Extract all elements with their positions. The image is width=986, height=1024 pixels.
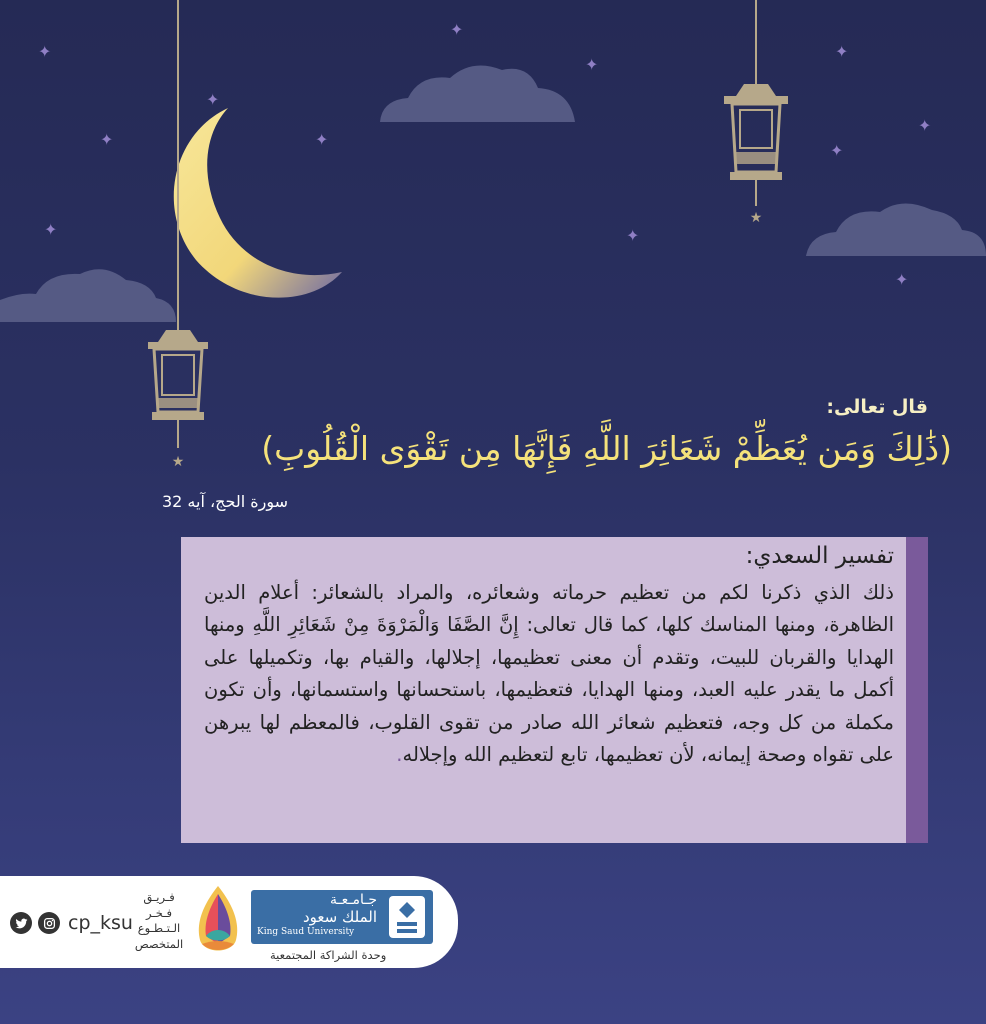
verse-intro-label: قال تعالى: <box>826 396 928 418</box>
lantern-icon <box>140 0 216 470</box>
ksu-name-english: King Saud University <box>257 927 355 937</box>
volunteer-team-name <box>128 890 190 952</box>
ksu-name-line2: الملك سعود <box>302 908 377 926</box>
star-icon: ✦ <box>315 130 329 149</box>
twitter-icon[interactable] <box>10 912 32 934</box>
svg-text:★: ★ <box>749 210 763 226</box>
ksu-emblem-icon <box>387 894 427 940</box>
instagram-icon[interactable] <box>38 912 60 934</box>
star-icon: ✦ <box>585 55 599 74</box>
tafsir-end-mark: . <box>396 743 403 767</box>
star-icon: ✦ <box>895 270 909 289</box>
cloud-icon <box>380 62 575 124</box>
star-icon: ✦ <box>450 20 464 39</box>
community-partnership-unit: وحدة الشراكة المجتمعية <box>270 948 387 962</box>
star-icon: ✦ <box>44 220 58 239</box>
volunteer-team-logo <box>192 884 244 960</box>
team-line: فـريـق <box>143 890 175 904</box>
footer-bar <box>0 876 458 968</box>
team-line: الـتـطـوع <box>137 921 181 935</box>
team-line: المتخصص <box>134 936 184 951</box>
star-icon: ✦ <box>38 42 52 61</box>
star-icon: ✦ <box>835 42 849 61</box>
ksu-logo <box>251 890 433 944</box>
ksu-name-line1: جـامـعـة <box>330 892 377 908</box>
verse-reference: سورة الحج، آيه 32 <box>161 492 288 511</box>
tafsir-text <box>204 577 894 771</box>
lantern-icon <box>718 0 794 226</box>
star-icon: ✦ <box>830 141 844 160</box>
tafsir-panel <box>181 537 928 843</box>
svg-text:★: ★ <box>171 454 185 470</box>
social-links <box>10 912 133 934</box>
team-line: فـخـر <box>145 905 172 920</box>
tafsir-title: تفسير السعدي: <box>745 543 894 569</box>
social-handle[interactable]: cp_ksu <box>68 912 133 934</box>
star-icon: ✦ <box>626 226 640 245</box>
cloud-icon <box>806 200 986 258</box>
tafsir-body-text: ذلك الذي ذكرنا لكم من تعظيم حرماته وشعائره، والمراد بالشعائر: أعلام الدين الظاهرة، ومنها المناسك كلها، كما قال تعالى: إِنَّ الصَّفَا وَالْمَرْوَةَ مِنْ شَعَائِرِ اللَّهِ ومنها الهدايا والقربان للبيت، وتقدم أن معنى تعظيمها، إجلالها، والقيام بها، وتكميلها على أكمل ما يقدر عليه العبد، ومنها الهدايا، فتعظيمها، باستحسانها واستسمانها، وأن تكون مكملة من كل وجه، فتعظيم شعائر الله صادر من تقوى القلوب، فالمعظم لها يبرهن على تقواه وصحة إيمانه، لأن تعظيمها، تابع لتعظيم الله وإجلاله <box>204 581 894 767</box>
quran-verse: (ذَٰلِكَ وَمَن يُعَظِّمْ شَعَائِرَ اللَّهِ فَإِنَّهَا مِن تَقْوَى الْقُلُوبِ) <box>261 429 952 468</box>
star-icon: ✦ <box>100 130 114 149</box>
star-icon: ✦ <box>918 116 932 135</box>
panel-accent-stripe <box>906 537 928 843</box>
star-icon: ✦ <box>206 90 220 109</box>
